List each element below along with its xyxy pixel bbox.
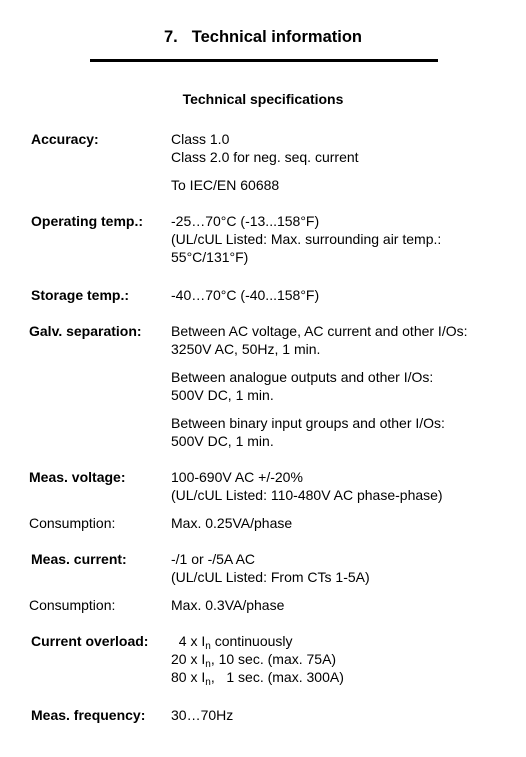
- spec-label: Current overload:: [31, 633, 149, 649]
- spec-value-line: 100-690V AC +/-20%: [171, 469, 303, 485]
- spec-label: Meas. current:: [31, 551, 127, 567]
- spec-value-line: 30…70Hz: [171, 707, 234, 723]
- spec-value-line: 500V DC, 1 min.: [171, 433, 274, 449]
- spec-value-line: 3250V AC, 50Hz, 1 min.: [171, 341, 321, 357]
- spec-value-line: Class 2.0 for neg. seq. current: [171, 149, 359, 165]
- spec-value: [171, 550, 370, 586]
- spec-value-line: Max. 0.25VA/phase: [171, 515, 293, 531]
- spec-value-line: Between analogue outputs and other I/Os:: [171, 369, 434, 385]
- spec-label: Consumption:: [29, 597, 116, 613]
- spec-value: [171, 706, 233, 724]
- spec-label: Meas. frequency:: [31, 707, 146, 723]
- spec-value: [171, 212, 441, 266]
- spec-label: Accuracy:: [31, 131, 99, 147]
- section-heading: [0, 27, 526, 47]
- section-number: 7.: [164, 28, 178, 46]
- spec-value-line: Between AC voltage, AC current and other I/Os:: [171, 323, 468, 339]
- spec-value: [171, 130, 359, 194]
- spec-value: [171, 322, 468, 450]
- spec-value: [171, 286, 319, 304]
- spec-label: Consumption:: [29, 515, 116, 531]
- spec-label: Galv. separation:: [29, 323, 142, 339]
- spec-value-line: Class 1.0: [171, 131, 230, 147]
- spec-value-line: (UL/cUL Listed: From CTs 1-5A): [171, 569, 370, 585]
- specifications-subtitle: Technical specifications: [182, 91, 344, 107]
- spec-value-line: To IEC/EN 60688: [171, 177, 280, 193]
- spec-value-line: (UL/cUL Listed: 110-480V AC phase-phase): [171, 487, 443, 503]
- spec-value: [171, 596, 284, 614]
- spec-value-line: 20 x $I_n$, 10 sec. (max. 75A): [171, 651, 337, 670]
- spec-value: [171, 514, 292, 532]
- spec-value-line: 4 x $I_n$ continuously: [178, 633, 293, 652]
- spec-label: Storage temp.:: [31, 287, 130, 303]
- spec-label: Meas. voltage:: [29, 469, 126, 485]
- spec-value-line: -40…70°C (-40...158°F): [171, 287, 320, 303]
- spec-value-line: -25…70°C (-13...158°F): [171, 213, 320, 229]
- spec-value: [171, 468, 443, 504]
- spec-value-line: 500V DC, 1 min.: [171, 387, 274, 403]
- section-title: Technical information: [191, 28, 362, 46]
- spec-value-line: 80 x $I_n$, 1 sec. (max. 300A): [171, 669, 344, 688]
- spec-value-line: (UL/cUL Listed: Max. surrounding air temp.:: [171, 231, 442, 247]
- spec-value-line: Max. 0.3VA/phase: [171, 597, 285, 613]
- spec-label: Operating temp.:: [31, 213, 144, 229]
- heading-divider: [90, 59, 438, 62]
- spec-value-line: 55°C/131°F): [171, 249, 249, 265]
- spec-value-line: -/1 or -/5A AC: [171, 551, 256, 567]
- spec-value: [171, 632, 344, 686]
- spec-value-line: Between binary input groups and other I/Os:: [171, 415, 445, 431]
